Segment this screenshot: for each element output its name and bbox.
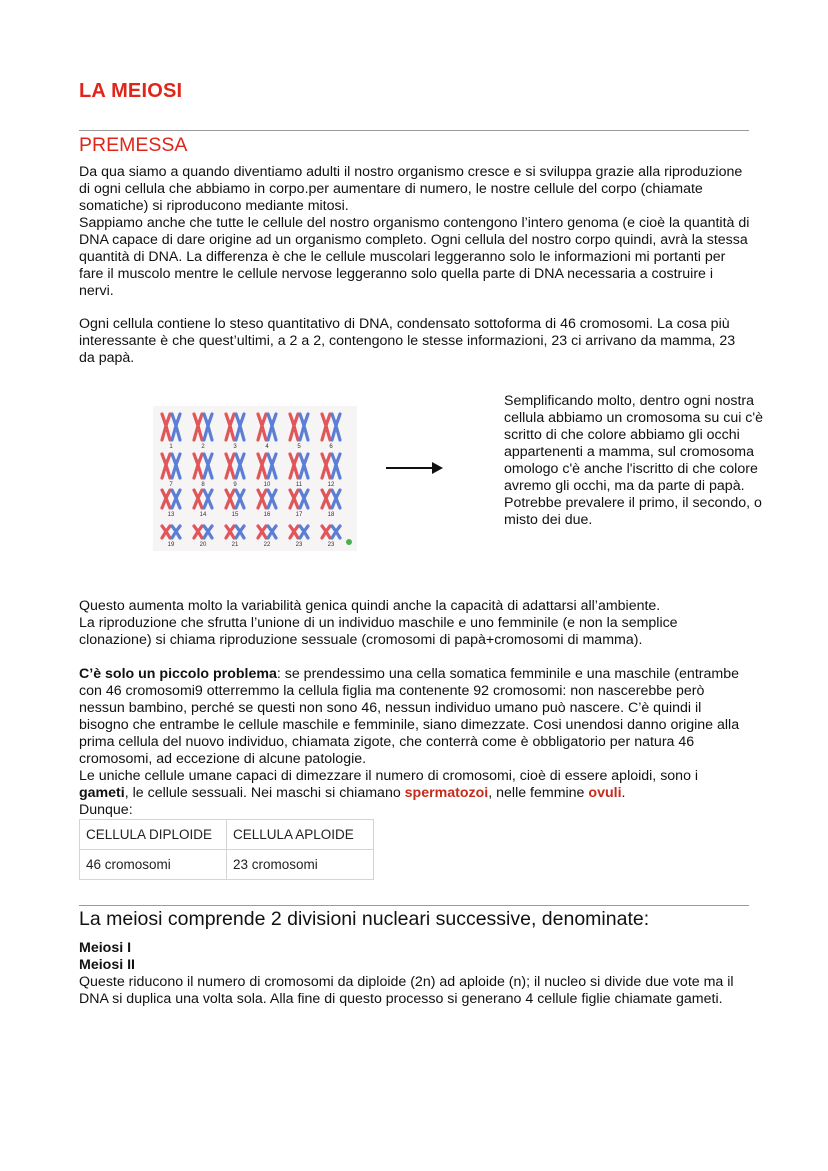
chromosome-pair-23 <box>322 526 340 548</box>
chromosome <box>322 490 330 508</box>
status-dot-icon <box>346 539 352 545</box>
chromosome <box>236 490 244 508</box>
chromosome <box>300 454 308 478</box>
chromosome <box>268 454 276 478</box>
gametes-text-c: , nelle femmine <box>488 785 589 801</box>
gametes-text-d: . <box>621 785 626 801</box>
chromosome <box>172 490 180 508</box>
chromosome <box>204 414 212 440</box>
gametes-text-b: , le cellule sessuali. Nei maschi si chiamano <box>124 785 405 801</box>
chromosome <box>162 490 170 508</box>
table-row <box>80 820 374 850</box>
table-row <box>80 850 374 880</box>
chromosome-pair-8 <box>194 454 212 488</box>
table-header-haploid: CELLULA APLOIDE <box>227 820 374 850</box>
dunque-label: Dunque: <box>79 802 133 818</box>
chromosome-pair-11 <box>290 454 308 488</box>
chromosome <box>204 490 212 508</box>
chromosome-pair-14 <box>194 490 212 518</box>
premessa-paragraph-2: Sappiamo anche che tutte le cellule del nostro organismo contengono l’intero genoma (e cioè la quantità di DNA capace di dare origine ad un organismo completo. Ogni cellula del nostro corpo quindi, avrà la stessa quantità di DNA. La differenza è che le cellule muscolari leggeranno solo le informazioni mi portanti per fare il muscolo mentre le cellule nervose leggeranno solo quella parte di DNA necessaria a costruire i nervi. <box>79 215 750 299</box>
chromosome <box>226 454 234 478</box>
meiosi-item-2: Meiosi II <box>79 957 135 973</box>
chromosome <box>258 526 266 538</box>
chromosome-pair-16 <box>258 490 276 518</box>
table-cell-haploid: 23 cromosomi <box>227 850 374 880</box>
problem-text <box>79 666 751 819</box>
chromosome-pair-20 <box>194 526 212 548</box>
chromosome-label: 14 <box>199 512 207 518</box>
chromosome-pair-4 <box>258 414 276 450</box>
chromosome <box>290 414 298 440</box>
karyotype-chromosomes <box>162 414 352 548</box>
meiosi-item-1: Meiosi I <box>79 940 132 956</box>
problem-body: : se prendessimo una cella somatica femminile e una maschile (entrambe con 46 cromosomi9 otterremmo la cellula figlia ma contenente 92 cromosomi: non nascerebbe però nessun bambino, perché se questi non sono 46, nessun individuo umano può nascere. C’è quindi il bisogno che entrambe le cellule maschile e femminile, siano dimezzate. Cosi unendosi danno origine alla prima cellula del nuovo individuo, chiamata zigote, che conterrà come è obbligatorio per natura 46 cromosomi, ad eccezione di alcune patologie. <box>79 666 740 767</box>
chromosome <box>290 454 298 478</box>
chromosome <box>332 490 340 508</box>
variability-paragraph-2: La riproduzione che sfrutta l’unione di un individuo maschile e uno femminile (e non la semplice clonazione) si chiama riproduzione sessuale (cromosomi di papà+cromosomi di mamma). <box>79 615 678 648</box>
chromosome-label: 21 <box>231 542 239 548</box>
chromosome <box>194 526 202 538</box>
divider <box>79 905 749 906</box>
meiosi-text <box>79 940 751 1008</box>
chromosome <box>322 526 330 538</box>
chromosome <box>172 526 180 538</box>
chromosome-pair-22 <box>258 526 276 548</box>
chromosome-label: 17 <box>295 512 303 518</box>
chromosome-pair-23 <box>290 526 308 548</box>
chromosome-pair-13 <box>162 490 180 518</box>
chromosome <box>236 414 244 440</box>
premessa-text <box>79 164 751 300</box>
chromosome-label: 23 <box>295 542 303 548</box>
divider <box>79 130 749 131</box>
chromosome-label: 16 <box>263 512 271 518</box>
chromosome-label: 13 <box>167 512 175 518</box>
meiosi-heading: La meiosi comprende 2 divisioni nucleari successive, denominate: <box>79 908 650 930</box>
problem-paragraph <box>79 666 751 768</box>
chromosome-pair-7 <box>162 454 180 488</box>
chromosome <box>162 526 170 538</box>
karyotype-image <box>153 406 357 551</box>
problem-lead: C’è solo un piccolo problema <box>79 666 277 682</box>
chromosome <box>268 526 276 538</box>
gametes-term: gameti <box>79 785 125 801</box>
chromosome <box>226 490 234 508</box>
chromosome-pair-1 <box>162 414 180 450</box>
gametes-text-a: Le uniche cellule umane capaci di dimezzare il numero di cromosomi, cioè di essere aploidi, sono i <box>79 768 699 784</box>
chromosome <box>300 526 308 538</box>
chromosome <box>290 490 298 508</box>
chromosome-label: 1 <box>169 444 173 450</box>
chromosome-label: 3 <box>233 444 237 450</box>
variability-paragraph-1: Questo aumenta molto la variabilità genica quindi anche la capacità di adattarsi all’ambiente. <box>79 598 661 614</box>
chromosome <box>300 490 308 508</box>
chromosome <box>226 414 234 440</box>
chromosome <box>258 490 266 508</box>
chromosome-label: 23 <box>327 542 335 548</box>
spermatozoi-term: spermatozoi <box>404 785 489 801</box>
chromosome-pair-9 <box>226 454 244 488</box>
ploidy-table <box>79 819 374 880</box>
chromosome <box>172 454 180 478</box>
chromosome-label: 8 <box>201 482 205 488</box>
arrow-right-icon <box>386 461 444 475</box>
chromosome-label: 2 <box>201 444 205 450</box>
chromosome-pair-12 <box>322 454 340 488</box>
chromosome-pair-18 <box>322 490 340 518</box>
chromosome <box>194 454 202 478</box>
chromosome-pair-19 <box>162 526 180 548</box>
chromosome-pair-21 <box>226 526 244 548</box>
premessa-paragraph-3: Ogni cellula contiene lo steso quantitativo di DNA, condensato sottoforma di 46 cromosomi. La cosa più interessante è che quest’ultimi, a 2 a 2, contengono le stesse informazioni, 23 ci arrivano da mamma, 23 da papà. <box>79 316 736 366</box>
chromosome-label: 15 <box>231 512 239 518</box>
chromosome <box>268 414 276 440</box>
premessa-paragraph-1: Da qua siamo a quando diventiamo adulti il nostro organismo cresce e si sviluppa grazie alla riproduzione di ogni cellula che abbiamo in corpo.per aumentare di numero, le nostre cellule del corpo (chiamate somatiche) si riproducono mediante mitosi. <box>79 164 743 214</box>
chromosome <box>172 414 180 440</box>
chromosome-label: 5 <box>297 444 301 450</box>
chromosome <box>322 454 330 478</box>
chromosome <box>162 414 170 440</box>
chromosome <box>194 490 202 508</box>
chromosome-label: 12 <box>327 482 335 488</box>
chromosome <box>236 526 244 538</box>
gametes-paragraph <box>79 768 751 802</box>
variability-text <box>79 598 751 649</box>
section-heading-premessa: PREMESSA <box>79 134 188 156</box>
chromosome <box>332 454 340 478</box>
chromosome <box>226 526 234 538</box>
chromosome-pair-2 <box>194 414 212 450</box>
chromosome <box>300 414 308 440</box>
chromosome <box>268 490 276 508</box>
chromosome-label: 7 <box>169 482 173 488</box>
chromosome <box>162 454 170 478</box>
table-header-diploid: CELLULA DIPLOIDE <box>80 820 227 850</box>
chromosome <box>258 414 266 440</box>
chromosome-label: 19 <box>167 542 175 548</box>
chromosome-label: 18 <box>327 512 335 518</box>
chromosome <box>332 526 340 538</box>
chromosome-label: 10 <box>263 482 271 488</box>
meiosi-description: Queste riducono il numero di cromosomi da diploide (2n) ad aploide (n); il nucleo si divide due vote ma il DNA si duplica una volta sola. Alla fine di questo processo si generano 4 cellule figlie chiamate gameti. <box>79 974 734 1007</box>
chromosome <box>204 454 212 478</box>
chromosome-label: 9 <box>233 482 237 488</box>
chromosome <box>194 414 202 440</box>
chromosome-label: 4 <box>265 444 269 450</box>
chromosome-label: 20 <box>199 542 207 548</box>
karyotype-explanation: Semplificando molto, dentro ogni nostra cellula abbiamo un cromosoma su cui c'è scritto di che colore abbiamo gli occhi appartenenti a mamma, sul cromosoma omologo c'è anche l'iscritto di che colore avremo gli occhi, ma da parte di papà. Potrebbe prevalere il primo, il secondo, o misto dei due. <box>504 393 763 528</box>
chromosome <box>258 454 266 478</box>
page-title: LA MEIOSI <box>79 80 183 102</box>
chromosome-pair-5 <box>290 414 308 450</box>
table-cell-diploid: 46 cromosomi <box>80 850 227 880</box>
chromosome <box>332 414 340 440</box>
chromosome-label: 11 <box>295 482 303 488</box>
chromosome-label: 6 <box>329 444 333 450</box>
chromosome <box>204 526 212 538</box>
chromosome <box>236 454 244 478</box>
chromosome <box>322 414 330 440</box>
chromosome-pair-10 <box>258 454 276 488</box>
chromosome-pair-3 <box>226 414 244 450</box>
chromosome <box>290 526 298 538</box>
chromosome-pair-6 <box>322 414 340 450</box>
chromosome-label: 22 <box>263 542 271 548</box>
ovuli-term: ovuli <box>588 785 622 801</box>
chromosome-pair-17 <box>290 490 308 518</box>
chromosome-pair-15 <box>226 490 244 518</box>
